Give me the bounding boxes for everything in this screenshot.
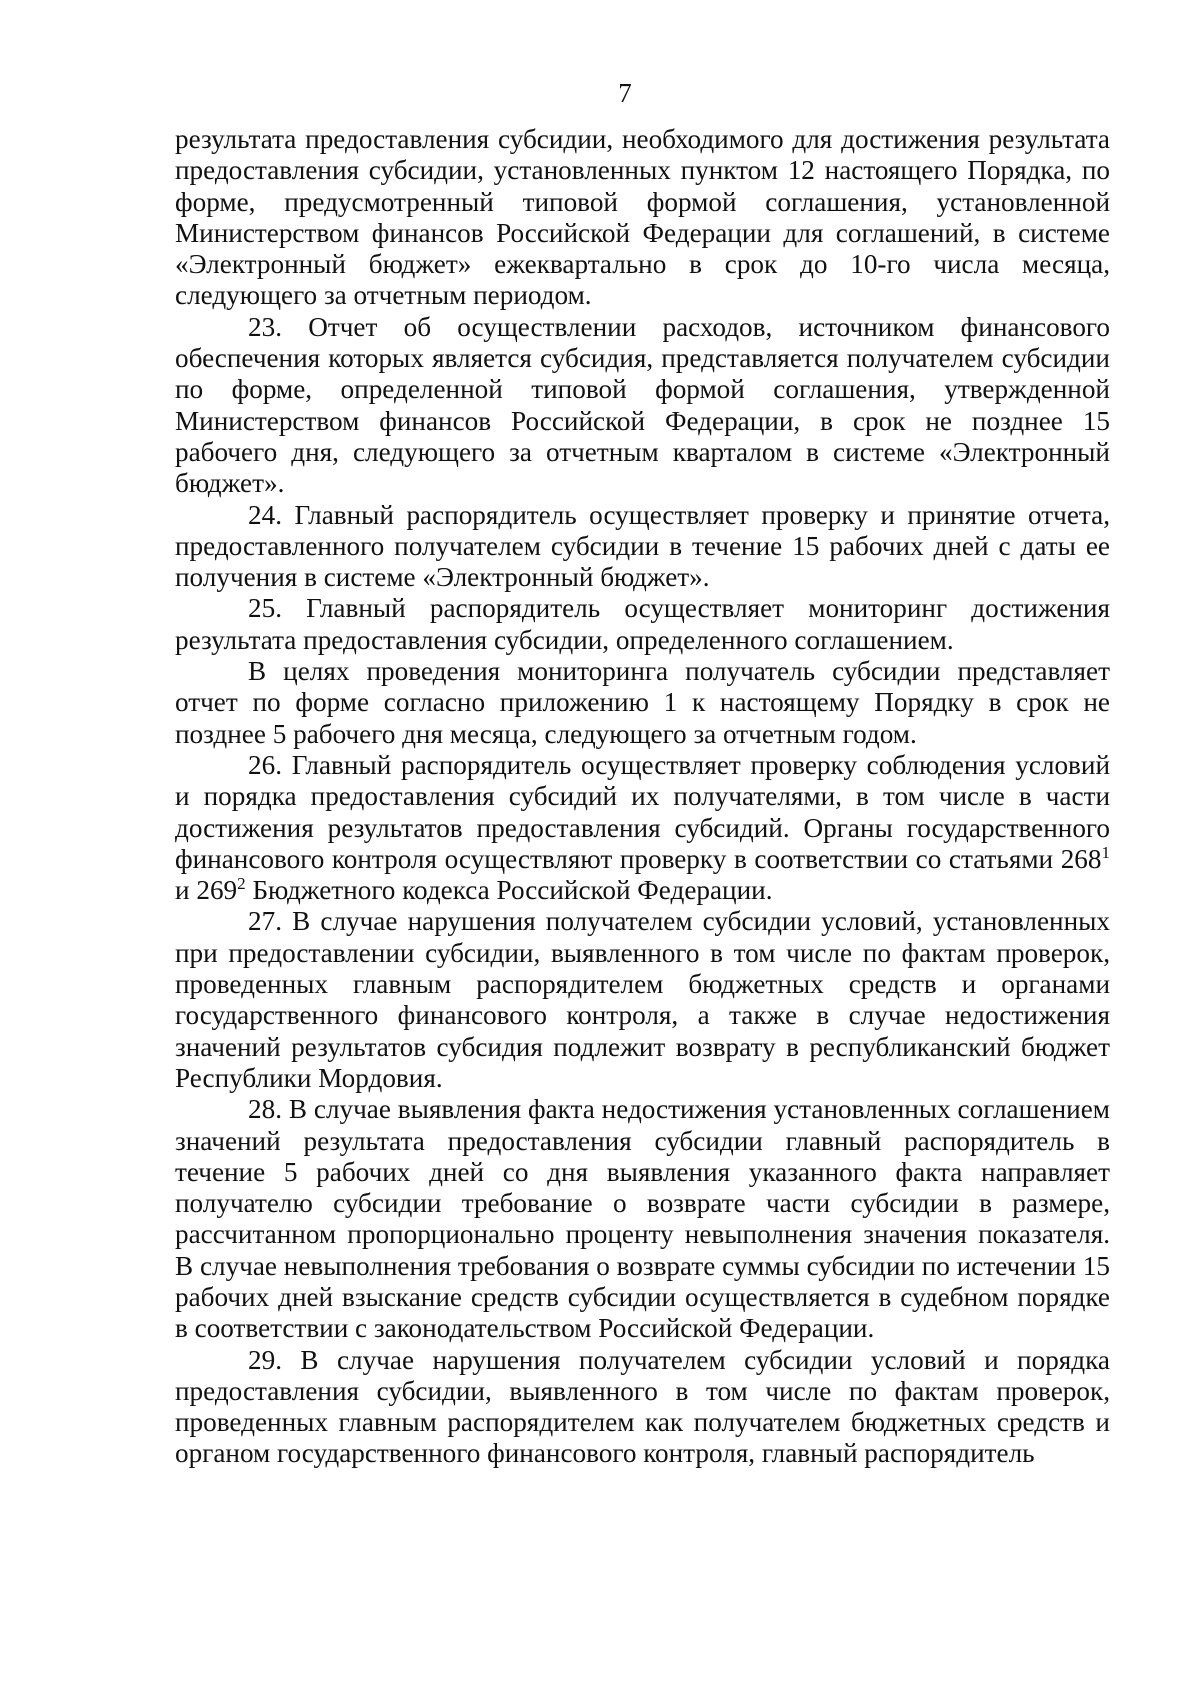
paragraph-29: 29. В случае нарушения получателем субсидии условий и порядка предоставления субсидии, выявленного в том числе по фактам проверок, проведенных главным распорядителем как получателем бюджетных средств и органом государственного финансового контроля, главный распорядитель xyxy=(175,1344,1110,1469)
paragraph-27: 27. В случае нарушения получателем субсидии условий, установленных при предоставлении субсидии, выявленного в том числе по фактам проверок, проведенных главным распорядителем бюджетных средств и органами государственного финансового контроля, а также в случае недостижения значений результатов субсидия подлежит возврату в республиканский бюджет Республики Мордовия. xyxy=(175,906,1110,1093)
superscript-1: 1 xyxy=(1101,842,1110,862)
paragraph-25: 25. Главный распорядитель осуществляет мониторинг достижения результата предоставления субсидии, определенного соглашением. xyxy=(175,593,1110,655)
paragraph-26 xyxy=(175,750,1110,906)
paragraph-23: 23. Отчет об осуществлении расходов, источником финансового обеспечения которых является субсидия, представляется получателем субсидии по форме, определенной типовой формой соглашения, утвержденной Министерством финансов Российской Федерации, в срок не позднее 15 рабочего дня, следующего за отчетным кварталом в системе «Электронный бюджет». xyxy=(175,311,1110,499)
paragraph-26-text-a: 26. Главный распорядитель осуществляет проверку соблюдения условий и порядка предоставления субсидий их получателями, в том числе в части достижения результатов предоставления субсидий. Органы государственного финансового контроля осуществляют проверку в соответствии со статьями 268 xyxy=(175,749,1110,874)
document-body xyxy=(175,124,1110,1470)
paragraph-continuation: результата предоставления субсидии, необходимого для достижения результата предоставления субсидии, установленных пунктом 12 настоящего Порядка, по форме, предусмотренный типовой формой соглашения, установленной Министерством финансов Российской Федерации для соглашений, в системе «Электронный бюджет» ежеквартально в срок до 10-го числа месяца, следующего за отчетным периодом. xyxy=(175,124,1110,311)
paragraph-28: 28. В случае выявления факта недостижения установленных соглашением значений результата предоставления субсидии главный распорядитель в течение 5 рабочих дней со дня выявления указанного факта направляет получателю субсидии требование о возврате части субсидии в размере, рассчитанном пропорционально проценту невыполнения значения показателя. В случае невыполнения требования о возврате суммы субсидии по истечении 15 рабочих дней взыскание средств субсидии осуществляется в судебном порядке в соответствии с законодательством Российской Федерации. xyxy=(175,1094,1110,1344)
superscript-2: 2 xyxy=(237,873,246,893)
paragraph-26-text-c: Бюджетного кодекса Российской Федерации. xyxy=(245,875,773,906)
paragraph-25-monitoring: В целях проведения мониторинга получатель субсидии представляет отчет по форме согласно приложению 1 к настоящему Порядку в срок не позднее 5 рабочего дня месяца, следующего за отчетным годом. xyxy=(175,656,1110,749)
paragraph-26-text-b: и 269 xyxy=(175,875,238,906)
page-number: 7 xyxy=(618,78,632,108)
paragraph-24: 24. Главный распорядитель осуществляет проверку и принятие отчета, предоставленного получателем субсидии в течение 15 рабочих дней с даты ее получения в системе «Электронный бюджет». xyxy=(175,499,1110,593)
